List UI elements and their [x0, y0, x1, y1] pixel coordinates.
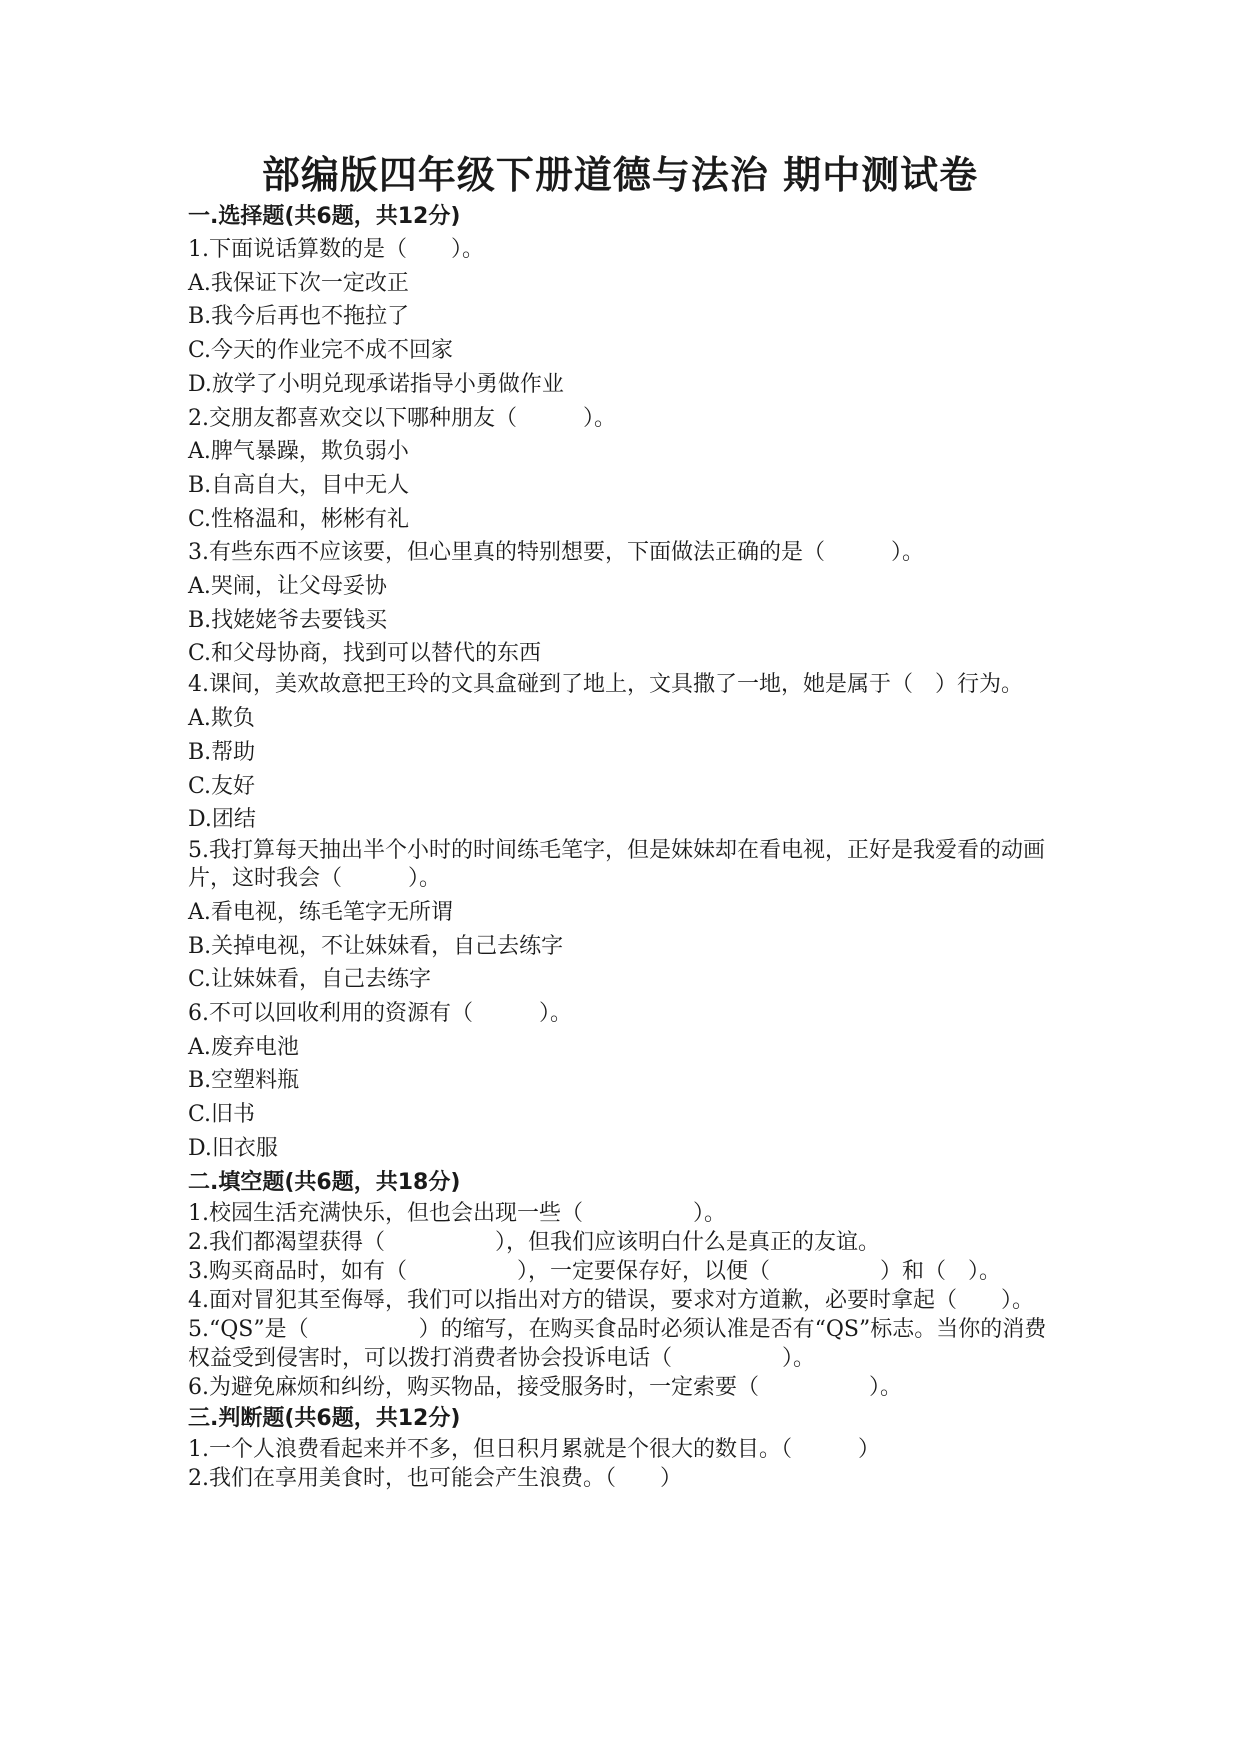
option-line: B.我今后再也不拖拉了	[188, 304, 410, 330]
question-line: 1.下面说话算数的是（ ）。	[188, 237, 484, 262]
option-line: A.脾气暴躁，欺负弱小	[188, 439, 409, 465]
page-title: 部编版四年级下册道德与法治 期中测试卷	[261, 153, 979, 197]
question-line: 1.校园生活充满快乐，但也会出现一些（ ）。	[188, 1200, 726, 1226]
option-line: C.友好	[188, 773, 256, 799]
option-line: D.团结	[188, 807, 256, 833]
option-line: C.旧书	[188, 1102, 256, 1128]
option-line: A.废弃电池	[188, 1034, 299, 1060]
section-heading: 二.填空题(共6题，共18分)	[188, 1169, 461, 1195]
option-line: A.我保证下次一定改正	[188, 270, 409, 296]
option-line: B.帮助	[188, 739, 256, 765]
option-line: B.自高自大，目中无人	[188, 472, 410, 498]
question-line: 2.交朋友都喜欢交以下哪种朋友（ ）。	[188, 405, 616, 431]
option-line: C.性格温和，彬彬有礼	[188, 506, 410, 532]
option-line: A.欺负	[188, 706, 255, 732]
exam-content	[188, 200, 1058, 1493]
question-line: 1.一个人浪费看起来并不多，但日积月累就是个很大的数目。（ ）	[188, 1436, 880, 1462]
option-line: A.哭闹，让父母妥协	[188, 574, 387, 600]
question-line: 2.我们都渴望获得（ ），但我们应该明白什么是真正的友谊。	[188, 1229, 880, 1255]
option-line: C.和父母协商，找到可以替代的东西	[188, 641, 542, 667]
question-line: 2.我们在享用美食时，也可能会产生浪费。（ ）	[188, 1465, 682, 1491]
option-line: B.关掉电视，不让妹妹看，自己去练字	[188, 933, 564, 959]
question-line: 5.“QS”是（ ）的缩写，在购买食品时必须认准是否有“QS”标志。当你的消费权益受到侵害时，可以拨打消费者协会投诉电话（ ）。	[188, 1316, 1047, 1371]
question-line: 3.有些东西不应该要，但心里真的特别想要，下面做法正确的是（ ）。	[188, 540, 924, 566]
question-line: 4.面对冒犯其至侮辱，我们可以指出对方的错误，要求对方道歉，必要时拿起（ ）。	[188, 1287, 1034, 1313]
section-fill-blank	[188, 1166, 1058, 1402]
section-heading: 三.判断题(共6题，共12分)	[188, 1405, 461, 1431]
section-choice	[188, 200, 1058, 1166]
option-line: D.放学了小明兑现承诺指导小勇做作业	[188, 371, 564, 397]
option-line: B.找姥姥爷去要钱买	[188, 607, 388, 633]
section-true-false	[188, 1402, 1058, 1493]
question-line: 3.购买商品时，如有（ ），一定要保存好，以便（ ）和（ ）。	[188, 1258, 1001, 1284]
question-line: 5.我打算每天抽出半个小时的时间练毛笔字，但是妹妹却在看电视，正好是我爱看的动画片，这时我会（ ）。	[188, 837, 1045, 891]
option-line: C.今天的作业完不成不回家	[188, 338, 454, 364]
question-line: 6.不可以回收利用的资源有（ ）。	[188, 1001, 572, 1027]
option-line: D.旧衣服	[188, 1135, 278, 1161]
option-line: B.空塑料瓶	[188, 1068, 300, 1094]
option-line: C.让妹妹看，自己去练字	[188, 967, 432, 993]
section-heading: 一.选择题(共6题，共12分)	[188, 204, 461, 229]
option-line: A.看电视，练毛笔字无所谓	[188, 899, 453, 925]
question-line: 4.课间，美欢故意把王玲的文具盒碰到了地上，文具撒了一地，她是属于（ ）行为。	[188, 672, 1023, 698]
question-line: 6.为避免麻烦和纠纷，购买物品，接受服务时，一定索要（ ）。	[188, 1374, 902, 1400]
